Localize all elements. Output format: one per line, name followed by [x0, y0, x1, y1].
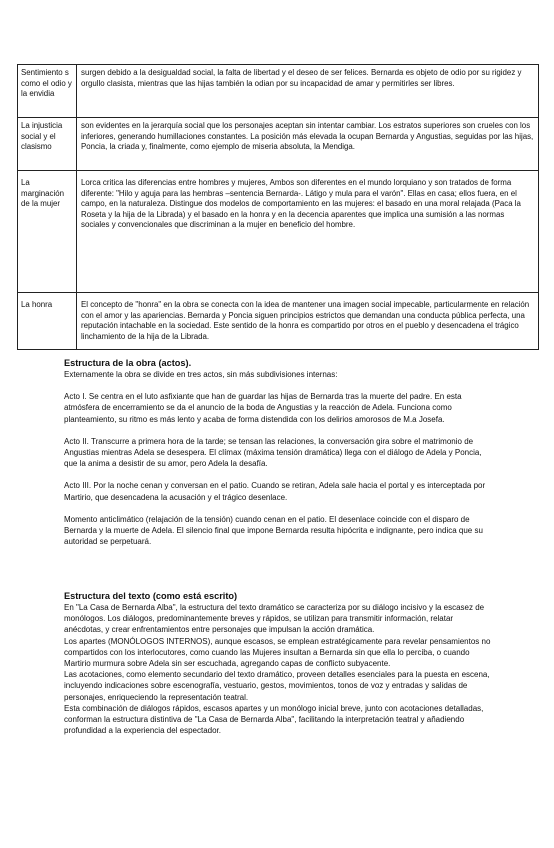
table-row — [18, 118, 539, 171]
body-paragraph: Los apartes (MONÓLOGOS INTERNOS), aunque escasos, se emplean estratégicamente para revelar pensamientos no compartidos con los interlocutores, como cuando las Mujeres insultan a Bernarda sin que ella lo perciba, o cuando Martirio murmura sobre Adela sin ser escuchada, agregando capas de conflicto subyacente. — [64, 636, 491, 669]
body-paragraph: Esta combinación de diálogos rápidos, escasos apartes y un monólogo inicial breve, junto con acotaciones detalladas, conforman la estructura distintiva de "La Casa de Bernarda Alba", facilitando la interpretación teatral y añadiendo profundidad a la experiencia del espectador. — [64, 703, 484, 736]
act-paragraph: Acto III. Por la noche cenan y conversan en el patio. Cuando se retiran, Adela sale hacia el portal y es interceptada por Martirio, que desencadena la acusación y el trágico desenlace. — [64, 481, 486, 502]
body-paragraph: Las acotaciones, como elemento secundario del texto dramático, proveen detalles esenciales para la puesta en escena, incluyendo indicaciones sobre escenografía, vestuario, gestos, movimientos, tonos de voz y entradas y salidas de personajes, enriqueciendo la representación teatral. — [64, 670, 490, 702]
act-paragraph: Acto II. Transcurre a primera hora de la tarde; se tensan las relaciones, la conversación gira sobre el matrimonio de Angustias mientras Adela se desespera. El clímax (máxima tensión dramática) llega con el diálogo de Adela y Poncia, que la anima a desistir de su amor, pero Adela la desafía. — [64, 436, 482, 469]
theme-label: La marginación de la mujer — [18, 171, 77, 293]
table-row — [18, 171, 539, 293]
theme-label: Sentimiento s como el odio y la envidia — [18, 65, 77, 118]
act-paragraph: Acto I. Se centra en el luto asfixiante que han de guardar las hijas de Bernarda tras la muerte del padre. En esta atmósfera de encerramiento se da el anuncio de la boda de Angustias y la reacción de Adela. Funciona como planteamiento, su ritmo es más lento y acaba de forma distendida con los delirios amorosos de M.a Josefa. — [64, 392, 462, 424]
theme-label: La injusticia social y el clasismo — [18, 118, 77, 171]
section-title: Estructura de la obra (actos). — [64, 358, 192, 368]
text-structure-section — [64, 590, 494, 736]
themes-table — [17, 64, 539, 350]
act-paragraph: Momento anticlimático (relajación de la tensión) cuando cenan en el patio. El desenlace coincide con el disparo de Bernarda y la muerte de Adela. El silencio final que impone Bernarda resulta hipócrita e indignante, pero indica que su autoridad se perpetuará. — [64, 514, 483, 547]
section-title: Estructura del texto (como está escrito) — [64, 591, 238, 601]
theme-text: son evidentes en la jerarquía social que los personajes aceptan sin intentar cambiar. Los estratos superiores son crueles con los inferiores, generando humillaciones constantes. La posición más elevada la ocupan Bernarda y Angustias, seguidas por las hijas, Poncia, la criada y, finalmente, como ejemplo de miseria absoluta, la Mendiga. — [77, 118, 539, 171]
table-row — [18, 293, 539, 350]
theme-text: Lorca critica las diferencias entre hombres y mujeres, Ambos son diferentes en el mundo lorquiano y son tratados de forma diferente: "Hilo y aguja para las hembras –sentencia Bernarda-. Látigo y mula para el varón". Ellas en casa; ellos fuera, en el campo, en la naturaleza. Distingue dos modelos de comportamiento en las mujeres: el basado en una moral relajada (Paca la Roseta y la hija de la Librada) y el basado en la honra y en la decencia aparentes que implica una sumisión a las normas sociales y convencionales que discriminan a la mujer en beneficio del hombre. — [77, 171, 539, 293]
section-intro: Externamente la obra se divide en tres actos, sin más subdivisiones internas: — [64, 370, 338, 379]
structure-section — [64, 357, 494, 547]
theme-text: El concepto de "honra" en la obra se conecta con la idea de mantener una imagen social impecable, particularmente en relación con el amor y las apariencias. Bernarda y Poncia siguen principios estrictos que demandan una conducta pública perfecta, una reputación intachable en la sociedad. Este sentido de la honra es compartido por otros en el pueblo y desencadena el trágico linchamiento de la hija de la Librada. — [77, 293, 539, 350]
body-paragraph: En "La Casa de Bernarda Alba", la estructura del texto dramático se caracteriza por su diálogo incisivo y la escasez de monólogos. Los diálogos, predominantemente breves y rápidos, se utilizan para transmitir información, relatar anécdotas, y crear enfrentamientos entre personajes que impulsan la acción dramática. — [64, 603, 485, 635]
theme-text: surgen debido a la desigualdad social, la falta de libertad y el deseo de ser felices. Bernarda es objeto de odio por su rigidez y orgullo clasista, mientras que las hijas también la odian por su incapacidad de amar y permitirles ser libres. — [77, 65, 539, 118]
theme-label: La honra — [18, 293, 77, 350]
table-row — [18, 65, 539, 118]
